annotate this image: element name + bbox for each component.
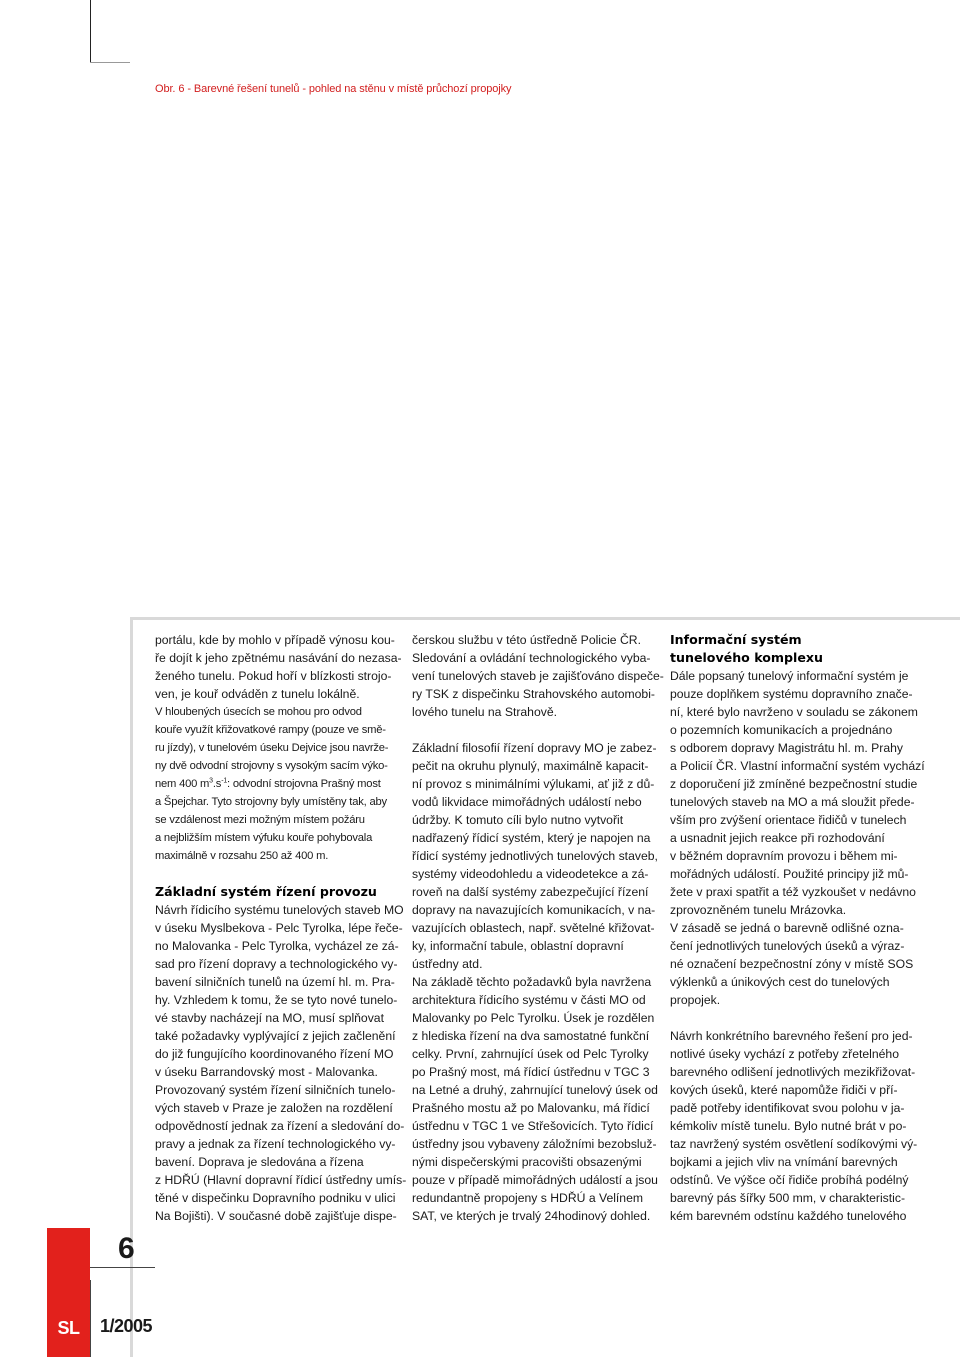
- text-line: pravy a jednak za řízení technologického vy-: [155, 1137, 396, 1151]
- text-line: kém barevném odstínu každého tunelového: [670, 1209, 907, 1223]
- paragraph-info-system: [670, 667, 925, 1009]
- text-line: vazujících oblastech, např. světelné křižovat-: [412, 921, 655, 935]
- text-line: v úseku Barrandovský most - Malovanka.: [155, 1065, 378, 1079]
- text-line: SAT, ve kterých je trvalý 24hodinový dohled.: [412, 1209, 651, 1223]
- text-line: těné v dispečinku Dopravního podniku v ulici: [155, 1191, 396, 1205]
- paragraph-portal: [155, 631, 400, 703]
- text-line: vším pro zvýšení orientace řidičů v tunelech: [670, 813, 907, 827]
- text-line: odstínů. Ve výšce očí řidiče probíhá podélný: [670, 1173, 909, 1187]
- text-line: a Špejchar. Tyto strojovny byly umístěny tak, aby: [155, 796, 387, 808]
- text-line: pečit na okruhu plynulý, maximálně kapacit-: [412, 759, 649, 773]
- text-line: systémy videodohledu a videodetekce a zá-: [412, 867, 649, 881]
- text-line: ústředny jsou vybaveny záložními bezobsluž-: [412, 1137, 657, 1151]
- text-line: notlivé úseky vychází z potřeby zřetelného: [670, 1047, 899, 1061]
- text-line: portálu, kde by mohlo v případě výnosu kou-: [155, 633, 395, 647]
- section-heading-control: Základní systém řízení provozu: [155, 884, 377, 899]
- text-line: Dále popsaný tunelový informační systém je: [670, 669, 909, 683]
- text-line: o pozemních komunikacích a projednáno: [670, 723, 893, 737]
- text-line: zprovozněném tunelu Mrázovka.: [670, 903, 847, 917]
- text-line: lového tunelu na Strahově.: [412, 705, 558, 719]
- journal-code-box: [47, 1228, 90, 1357]
- paragraph-philosophy: [412, 739, 657, 1225]
- text-line: ženého tunelu. Pokud hoří v blízkosti strojo-: [155, 669, 392, 683]
- text-line: v úseku Myslbekova - Pelc Tyrolka, lépe řeče-: [155, 921, 403, 935]
- text-line: Základní filosofií řízení dopravy MO je zabez-: [412, 741, 657, 755]
- text-line: řídicí systémy jednotlivých tunelových staveb,: [412, 849, 658, 863]
- text-line: né označení bezpečnostní zóny v místě SOS: [670, 957, 914, 971]
- text-column-2: [412, 631, 664, 1225]
- paragraph-color-design: [670, 1027, 918, 1225]
- text-line-flow: [155, 775, 400, 793]
- figure-bottom-border: [130, 617, 960, 620]
- text-line: nadřazený řídicí systém, který je napojen na: [412, 831, 651, 845]
- text-line: z HDŘÚ (Hlavní dopravní řídicí ústředny umís-: [155, 1173, 407, 1187]
- text-line: ru jízdy), v tunelovém úseku Dejvice jsou navrže-: [155, 742, 389, 754]
- bottom-vertical-rule: [90, 1280, 91, 1357]
- text-line: propojek.: [670, 993, 721, 1007]
- page-number: 6: [118, 1232, 135, 1265]
- text-line: Malovanky po Pelc Tyrolku. Úsek je rozdělen: [412, 1011, 655, 1025]
- text-line: z doporučení již zmíněné bezpečnostní studie: [670, 777, 918, 791]
- spacer: [155, 865, 400, 883]
- text-line: ky, informační tabule, oblastní dopravní: [412, 939, 624, 953]
- text-line: odpovědností jednak za řízení a sledování do-: [155, 1119, 405, 1133]
- text-line: a usnadnit jejich reakce při rozhodování: [670, 831, 885, 845]
- text-line: vé stavby nacházejí na MO, musí splňovat: [155, 1011, 384, 1025]
- text-line: celky. První, zahrnující úsek od Pelc Tyrolky: [412, 1047, 649, 1061]
- text-line: sad pro řízení dopravy a technologického vy-: [155, 957, 398, 971]
- text-line: pouze doplňkem systému dopravního znače-: [670, 687, 913, 701]
- text-line: maximálně v rozsahu 250 až 400 m.: [155, 850, 329, 862]
- text-line: Prašného mostu až po Malovanku, má řídicí: [412, 1101, 650, 1115]
- text-line: bojkami a jejich vliv na vnímání barevných: [670, 1155, 898, 1169]
- text-line: pouze v případě mimořádných událostí a jsou: [412, 1173, 658, 1187]
- text-line: barevného odlišení jednotlivých mezikřižovat-: [670, 1065, 916, 1079]
- text-line: také požadavky vyplývající z jejich začlenění: [155, 1029, 396, 1043]
- page-number-rule: [90, 1267, 155, 1268]
- text-line: V zásadě se jedná o barevně odlišné ozna-: [670, 921, 904, 935]
- text-line: s odborem dopravy Magistrátu hl. m. Prahy: [670, 741, 904, 755]
- issue-number: 1/2005: [100, 1316, 153, 1336]
- text-line: Sledování a ovládání technologického vyba-: [412, 651, 651, 665]
- text-line: na Letné a druhý, zahrnující tunelový úsek od: [412, 1083, 658, 1097]
- section-heading-info-line-2: tunelového komplexu: [670, 650, 823, 665]
- text-line: redundantně propojeny s HDŘÚ a Velínem: [412, 1191, 644, 1205]
- top-vertical-rule: [90, 0, 91, 62]
- text-line: kových úseků, které napomůže řidiči v pří-: [670, 1083, 898, 1097]
- text-line: čení jednotlivých tunelových úseků a výraz-: [670, 939, 905, 953]
- text-line: ústřednu v TGC 1 ve Střešovicích. Tyto řídicí: [412, 1119, 654, 1133]
- text-line: se vzdálenost mezi možným místem požáru: [155, 814, 365, 826]
- text-line: ry TSK z dispečinku Strahovského automobi-: [412, 687, 655, 701]
- text-column-1: [155, 631, 407, 1225]
- text-line: Návrh řídicího systému tunelových staveb MO: [155, 903, 404, 917]
- text-line: padě potřeby identifikovat svou polohu v ja-: [670, 1101, 905, 1115]
- flow-sup-1: 3: [209, 777, 213, 785]
- text-line: roveň na další systémy zabezpečující řízení: [412, 885, 649, 899]
- text-line: vení tunelových staveb je zajišťováno dispeče-: [412, 669, 664, 683]
- text-line: dopravy na navazujících komunikacích, v na-: [412, 903, 656, 917]
- text-line: vých staveb v Praze je založen na rozdělení: [155, 1101, 393, 1115]
- text-line: ny dvě odvodní strojovny s vysokým sacím výko-: [155, 760, 388, 772]
- text-line: vodů likvidace mimořádných událostí nebo: [412, 795, 642, 809]
- text-line: čerskou službu v této ústředně Policie ČR.: [412, 633, 641, 647]
- spacer: [670, 1009, 915, 1027]
- text-line: údržby. K tomuto cíli bylo nutno vytvořit: [412, 813, 624, 827]
- figure-caption: Obr. 6 - Barevné řešení tunelů - pohled na stěnu v místě průchozí propojky: [155, 83, 512, 95]
- text-line: a Policií ČR. Vlastní informační systém vychází: [670, 759, 925, 773]
- text-line: výklenků a únikových cest do tunelových: [670, 975, 890, 989]
- text-line: ústředny atd.: [412, 957, 483, 971]
- text-line: do již fungujícího koordinovaného řízení MO: [155, 1047, 394, 1061]
- text-line: ní, které bylo navrženo v souladu se zákonem: [670, 705, 918, 719]
- flow-rest: : odvodní strojovna Prašný most: [227, 778, 381, 790]
- section-heading-info-line-1: Informační systém: [670, 632, 802, 647]
- text-line: barevný pás šířky 500 mm, v charakteristic-: [670, 1191, 906, 1205]
- text-line: Na základě těchto požadavků byla navržena: [412, 975, 652, 989]
- text-line: bavení. Doprava je sledována a řízena: [155, 1155, 364, 1169]
- text-line: no Malovanka - Pelc Tyrolka, vycházel ze zá-: [155, 939, 399, 953]
- text-line: žete v praxi spatřit a též vyzkoušet v nedávno: [670, 885, 916, 899]
- paragraph-ventilation: [155, 703, 400, 865]
- text-line: Návrh konkrétního barevného řešení pro jed-: [670, 1029, 913, 1043]
- text-line: kémkoliv místě tunelu. Bylo nutné brát v po-: [670, 1119, 907, 1133]
- text-line: taz navržený systém osvětlení sodíkovými vý-: [670, 1137, 918, 1151]
- text-line: hy. Vzhledem k tomu, že se tyto nové tunelo-: [155, 993, 398, 1007]
- text-line: a nejbližším místem výfuku kouře pohybovala: [155, 832, 373, 844]
- text-line: tunelových staveb na MO a má sloužit přede-: [670, 795, 915, 809]
- text-column-3: [670, 631, 925, 1225]
- text-line: nými dispečerskými pracovišti obsazenými: [412, 1155, 642, 1169]
- text-line: V hloubených úsecích se mohou pro odvod: [155, 706, 362, 718]
- spacer: [412, 721, 657, 739]
- flow-mid: .s: [212, 778, 222, 790]
- text-line: kouře využít křižovatkové rampy (pouze ve smě-: [155, 724, 386, 736]
- text-line: po Prašný most, má řídicí ústřednu v TGC 3: [412, 1065, 650, 1079]
- text-line: Na Bojišti). V současné době zajišťuje dispe-: [155, 1209, 397, 1223]
- text-line: v běžném dopravním provozu i během mi-: [670, 849, 898, 863]
- paragraph-control-system: [155, 901, 407, 1225]
- journal-code: SL: [57, 1318, 80, 1338]
- text-line: bavení silničních tunelů na území hl. m. Pra-: [155, 975, 395, 989]
- flow-value: nem 400 m: [155, 778, 210, 790]
- text-line: ře dojít k jeho zpětnému nasávání do nezasa-: [155, 651, 402, 665]
- paragraph-dispatch: [412, 631, 664, 721]
- text-line: architektura řídicího systému v části MO od: [412, 993, 646, 1007]
- text-line: Provozovaný systém řízení silničních tunelo-: [155, 1083, 396, 1097]
- text-line: ní provoz s minimálními výlukami, ať již z dů-: [412, 777, 655, 791]
- text-line: ven, je kouř odváděn z tunelu lokálně.: [155, 687, 360, 701]
- flow-sup-2: -1: [221, 777, 228, 785]
- text-line: mořádných událostí. Použité principy již mů-: [670, 867, 909, 881]
- text-line: z hlediska řízení na dva samostatné funkční: [412, 1029, 650, 1043]
